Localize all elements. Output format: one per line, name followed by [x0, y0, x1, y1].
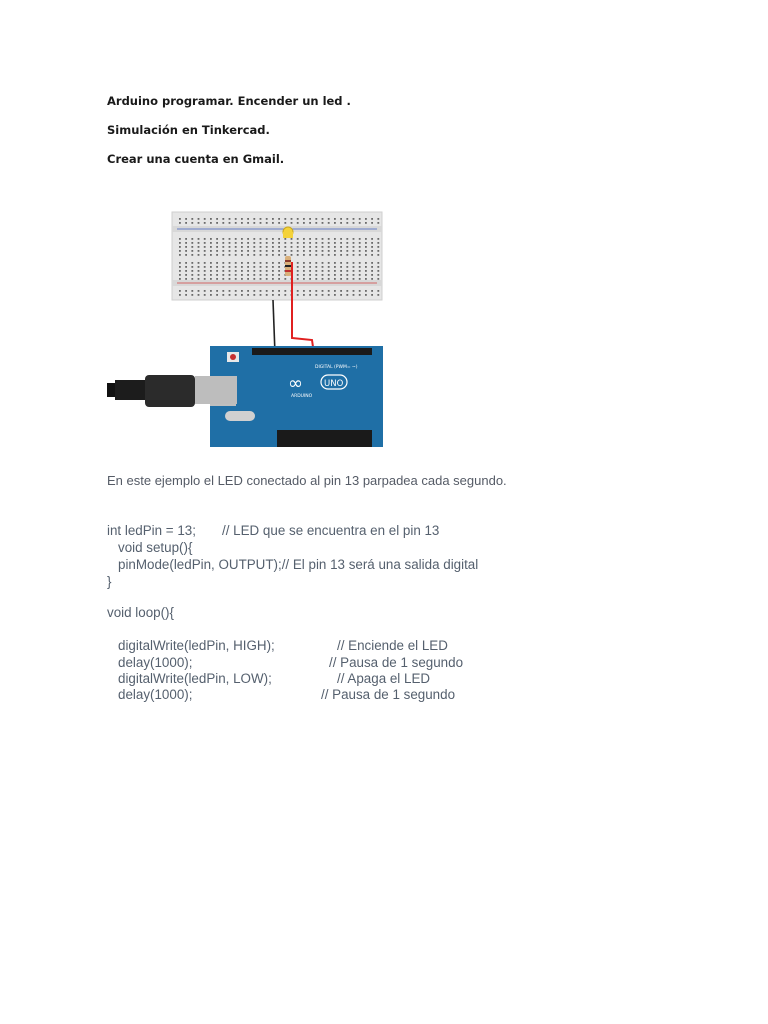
code-line-3: pinMode(ledPin, OUTPUT);// El pin 13 será una salida digital [118, 557, 479, 572]
code-line-4: } [107, 574, 112, 589]
board-uno: UNO [324, 379, 344, 389]
code-comment-7: // Pausa de 1 segundo [329, 655, 464, 670]
digital-label: DIGITAL (PWM= ~) [315, 365, 358, 370]
tinkercad-circuit-figure [107, 208, 383, 447]
board-brand: ARDUINO [291, 394, 313, 399]
breadboard [172, 212, 382, 300]
code-comment-1: // LED que se encuentra en el pin 13 [222, 523, 440, 538]
code-line-7: delay(1000); [118, 655, 193, 670]
heading-simulation: Simulación en Tinkercad. [107, 123, 270, 137]
code-line-2: void setup(){ [118, 540, 193, 555]
code-comment-8: // Apaga el LED [337, 671, 431, 686]
code-comment-6: // Enciende el LED [337, 638, 448, 653]
code-line-6: digitalWrite(ledPin, HIGH); [118, 638, 275, 653]
code-line-8: digitalWrite(ledPin, LOW); [118, 671, 272, 686]
code-line-1: int ledPin = 13; [107, 523, 196, 538]
code-line-5: void loop(){ [107, 605, 174, 620]
code-comment-9: // Pausa de 1 segundo [321, 687, 456, 702]
led-component [283, 227, 293, 238]
resistor [285, 256, 291, 276]
heading-gmail: Crear una cuenta en Gmail. [107, 152, 285, 166]
code-line-9: delay(1000); [118, 687, 193, 702]
board-logo: ∞ [288, 373, 303, 394]
heading-title: Arduino programar. Encender un led . [107, 94, 351, 108]
intro-paragraph: En este ejemplo el LED conectado al pin 13 parpadea cada segundo. [107, 473, 507, 488]
